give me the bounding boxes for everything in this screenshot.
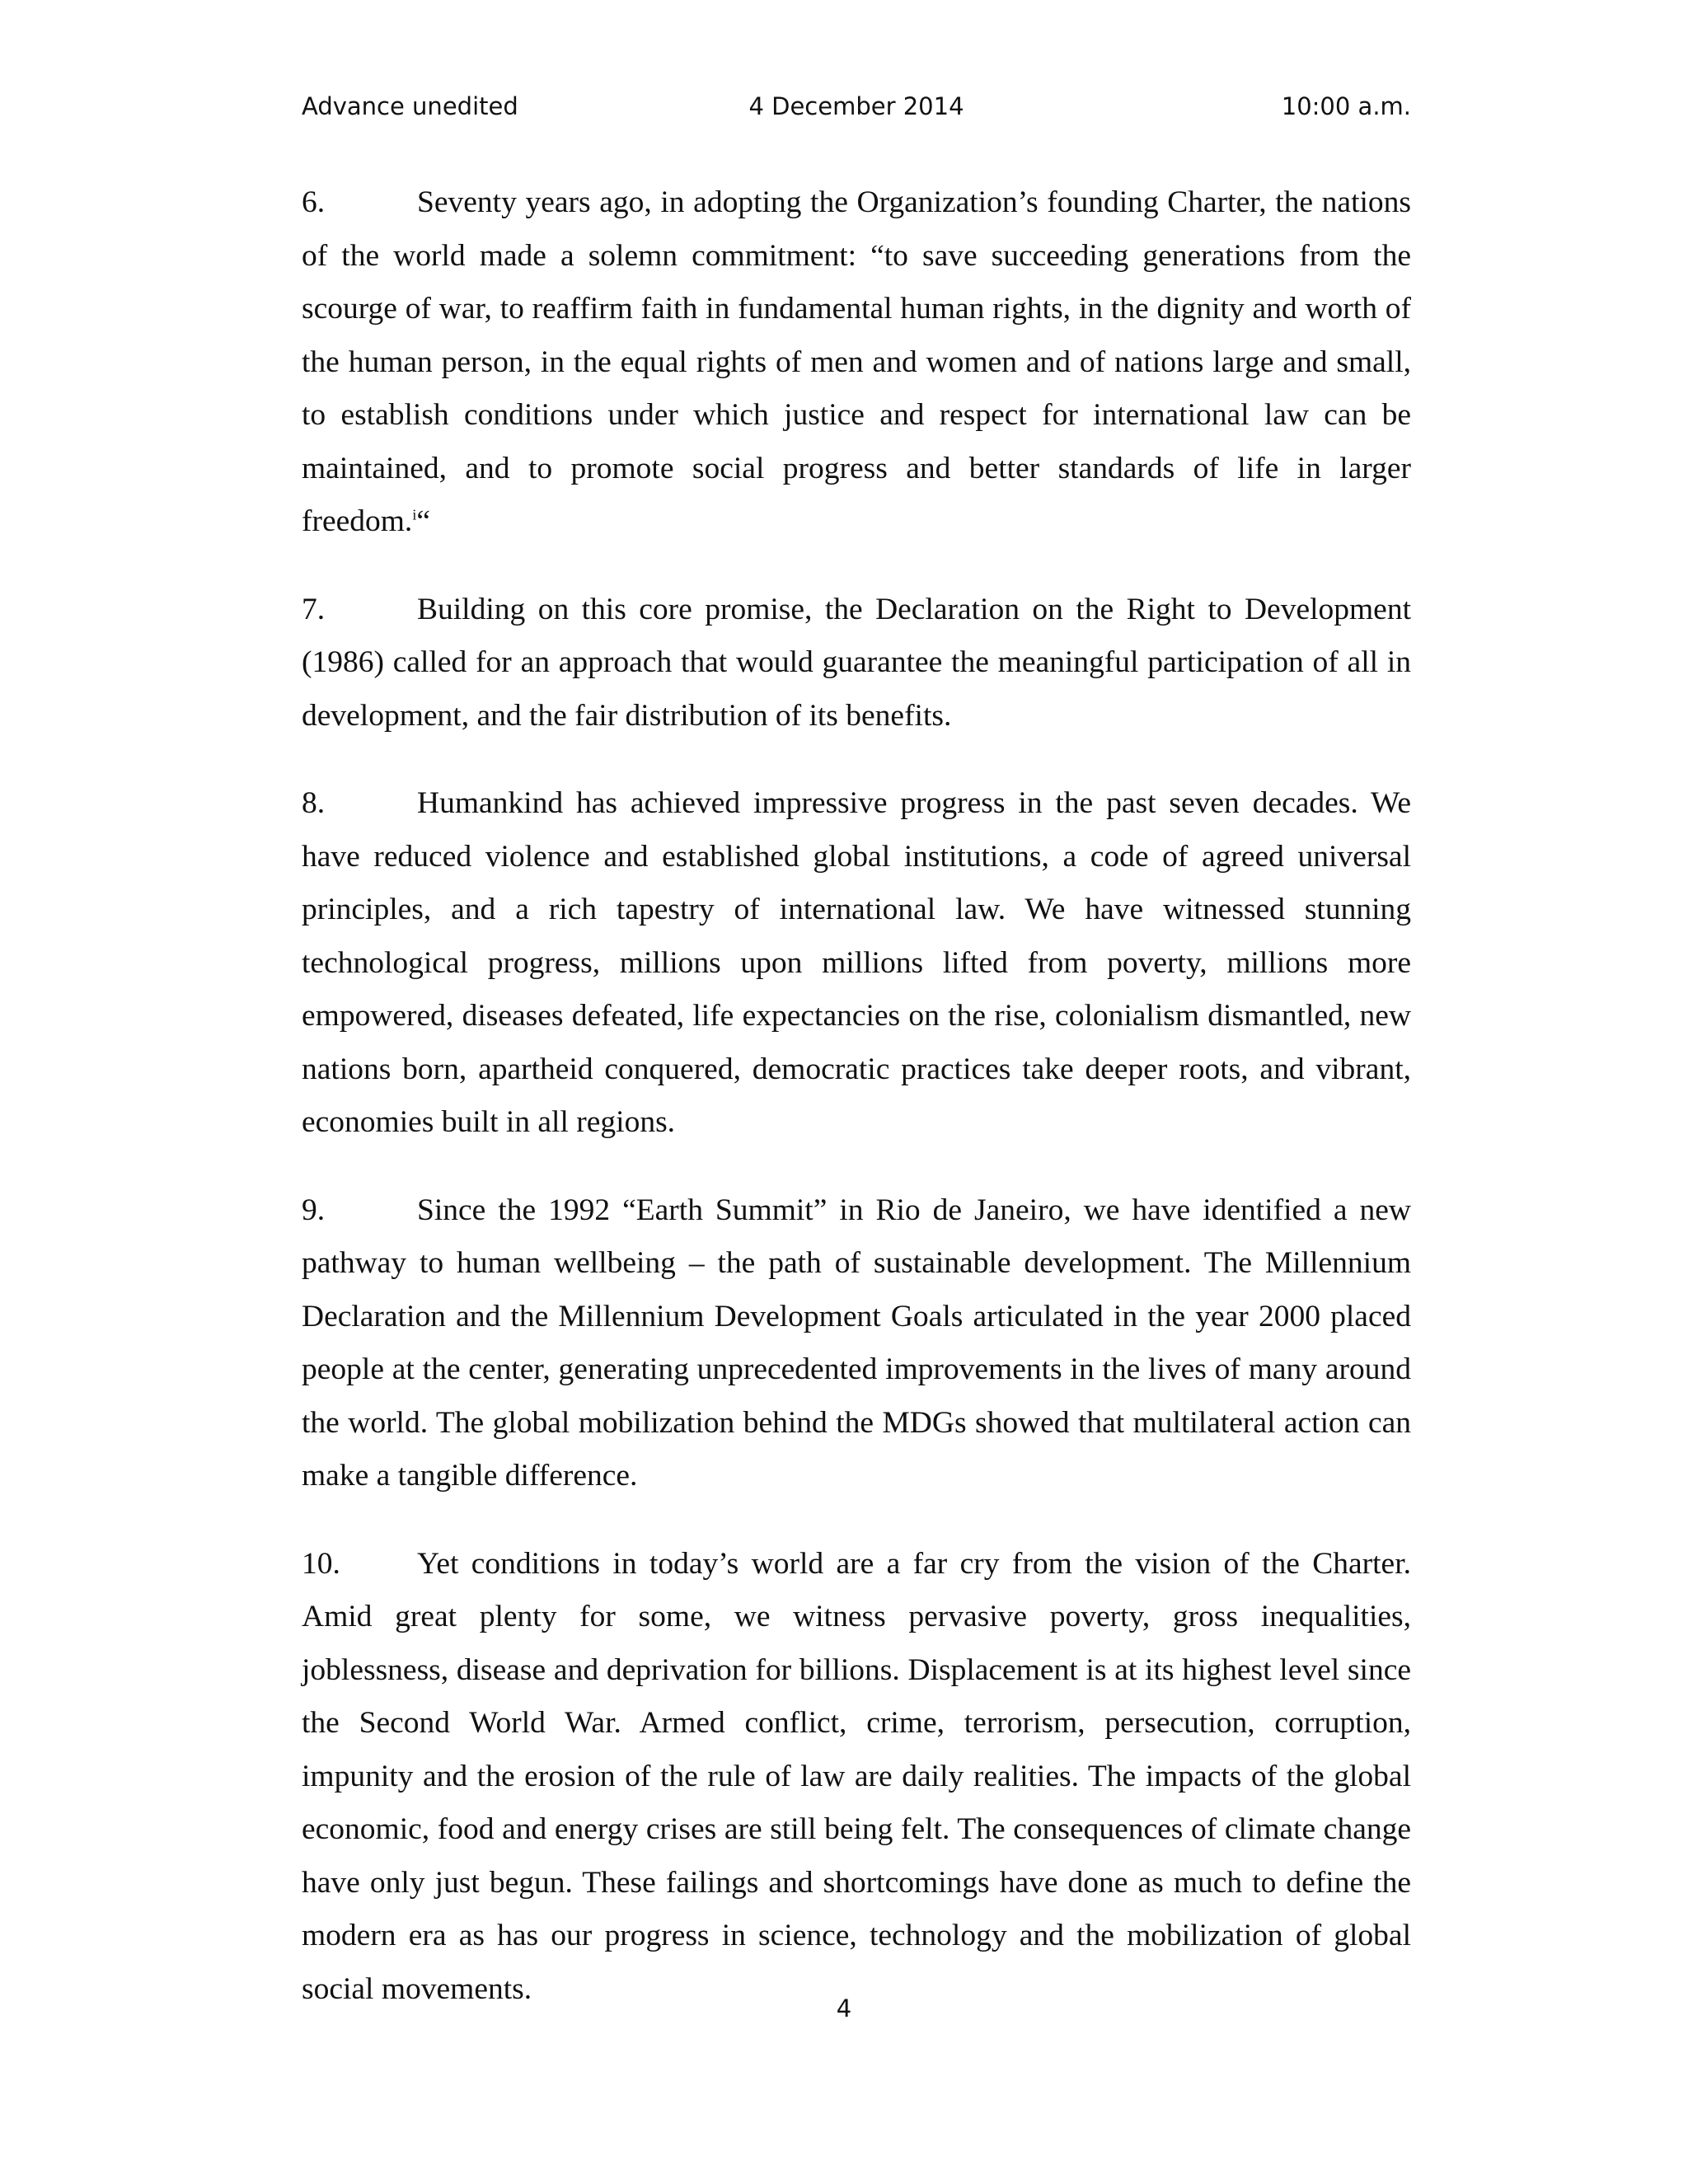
paragraph-7 (302, 583, 1411, 743)
page-header (302, 92, 1411, 129)
paragraph-text: Humankind has achieved impressive progress in the past seven decades. We have reduced violence and established global institutions, a code of agreed universal principles, and a rich tapestry of international law. We have witnessed stunning technological progress, millions upon millions lifted from poverty, millions more empowered, diseases defeated, life expectancies on the rise, colonialism dismantled, new nations born, apartheid conquered, democratic practices take deeper roots, and vibrant, economies built in all regions. (302, 786, 1411, 1139)
closing-quote: “ (416, 504, 430, 538)
paragraph-6 (302, 176, 1411, 549)
paragraph-number: 7. (302, 592, 326, 626)
page-number: 4 (836, 1994, 852, 2022)
paragraph-number: 10. (302, 1546, 340, 1581)
document-body (302, 176, 1411, 2050)
paragraph-number: 8. (302, 786, 326, 820)
paragraph-9 (302, 1184, 1411, 1503)
header-date: 4 December 2014 (748, 92, 964, 120)
paragraph-number: 9. (302, 1193, 326, 1227)
paragraph-text: Building on this core promise, the Declaration on the Right to Development (1986) called for an approach that would guarantee the meaningful participation of all in development, and the fair distribution of its benefits. (302, 592, 1411, 733)
paragraph-text: Since the 1992 “Earth Summit” in Rio de Janeiro, we have identified a new pathway to human wellbeing – the path of sustainable development. The Millennium Declaration and the Millennium Development Goals articulated in the year 2000 placed people at the center, generating unprecedented improvements in the lives of many around the world. The global mobilization behind the MDGs showed that multilateral action can make a tangible difference. (302, 1193, 1411, 1493)
footnote-reference[interactable]: i (412, 506, 417, 523)
paragraph-number: 6. (302, 185, 326, 219)
paragraph-10 (302, 1538, 1411, 2017)
page-footer (0, 1994, 1688, 2022)
paragraph-text: Yet conditions in today’s world are a far cry from the vision of the Charter. Amid great plenty for some, we witness pervasive poverty, gross inequalities, joblessness, disease and deprivation for billions. Displacement is at its highest level since the Second World War. Armed conflict, crime, terrorism, persecution, corruption, impunity and the erosion of the rule of law are daily realities. The impacts of the global economic, food and energy crises are still being felt. The consequences of climate change have only just begun. These failings and shortcomings have done as much to define the modern era as has our progress in science, technology and the mobilization of global social movements. (302, 1546, 1411, 2006)
header-status: Advance unedited (302, 92, 518, 120)
paragraph-8 (302, 777, 1411, 1150)
paragraph-text: Seventy years ago, in adopting the Organization’s founding Charter, the nations of the world made a solemn commitment: “to save succeeding generations from the scourge of war, to reaffirm faith in fundamental human rights, in the dignity and worth of the human person, in the equal rights of men and women and of nations large and small, to establish conditions under which justice and respect for international law can be maintained, and to promote social progress and better standards of life in larger freedom. (302, 185, 1411, 538)
header-time: 10:00 a.m. (1281, 92, 1411, 120)
